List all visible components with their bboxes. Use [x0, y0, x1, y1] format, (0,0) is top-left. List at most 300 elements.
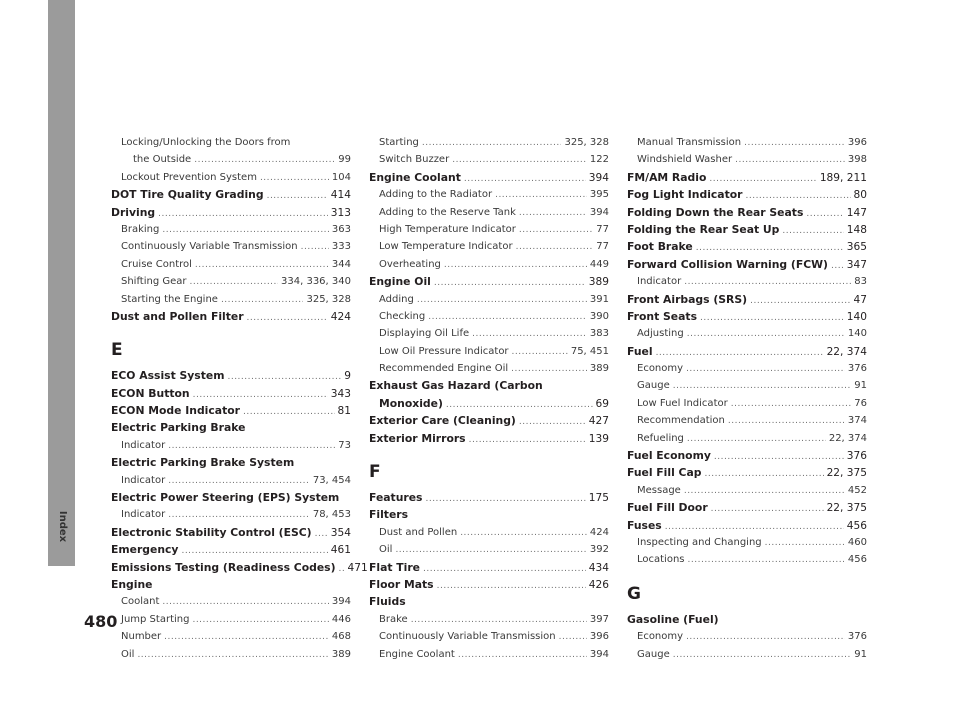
entry-term: Emergency: [111, 543, 179, 557]
dot-leader: [194, 152, 335, 169]
index-subentry: [627, 534, 867, 551]
index-subentry: [627, 134, 867, 151]
dot-leader: [806, 206, 843, 223]
dot-leader: [735, 152, 845, 169]
index-subentry: [111, 134, 351, 151]
index-subentry: [627, 360, 867, 377]
entry-term: Economy: [637, 363, 684, 375]
dot-leader: [411, 612, 587, 629]
index-entry: [627, 499, 867, 516]
index-subentry: [111, 611, 351, 628]
index-entry: [369, 576, 609, 593]
entry-page-ref[interactable]: 365: [846, 241, 867, 254]
index-subentry: [369, 541, 609, 558]
index-subentry: [369, 524, 609, 541]
entry-term: Refueling: [637, 432, 684, 444]
dot-leader: [765, 535, 845, 552]
entry-page-ref[interactable]: 73, 454: [312, 474, 351, 486]
entry-page-ref[interactable]: 333: [331, 241, 351, 253]
entry-page-ref[interactable]: 460: [847, 536, 867, 548]
index-subentry: [111, 506, 351, 523]
index-subentry: [369, 204, 609, 221]
entry-page-ref[interactable]: 76: [854, 397, 867, 409]
index-entry: [111, 385, 351, 402]
index-subentry: [369, 611, 609, 628]
dot-leader: [247, 310, 328, 327]
entry-term: Foot Brake: [627, 240, 693, 254]
dot-leader: [425, 491, 585, 508]
entry-term: Indicator: [121, 439, 166, 451]
entry-term: Monoxide): [379, 396, 443, 410]
entry-page-ref[interactable]: 376: [847, 363, 867, 375]
dot-leader: [243, 404, 335, 421]
dot-leader: [192, 612, 328, 629]
index-entry: [111, 367, 351, 384]
index-entry: [369, 430, 609, 447]
index-entry: [369, 377, 609, 394]
index-subentry: [111, 151, 351, 168]
entry-page-ref[interactable]: 81: [337, 405, 351, 418]
entry-term: Low Temperature Indicator: [379, 241, 513, 253]
dot-leader: [700, 310, 844, 327]
index-entry: [111, 308, 351, 325]
index-entry: [111, 559, 368, 576]
index-subentry: [111, 472, 351, 489]
index-subentry: [369, 238, 609, 255]
index-subentry: [111, 291, 351, 308]
dot-leader: [301, 239, 329, 256]
index-entry: [369, 559, 609, 576]
entry-page-ref[interactable]: 452: [847, 484, 867, 496]
entry-page-ref[interactable]: 427: [588, 415, 609, 428]
entry-page-ref[interactable]: 394: [588, 171, 609, 184]
index-entry: [369, 395, 609, 412]
index-entry: [627, 256, 867, 273]
dot-leader: [190, 274, 279, 291]
entry-term: Emissions Testing (Readiness Codes): [111, 560, 336, 574]
entry-page-ref[interactable]: 91: [854, 648, 867, 660]
entry-term: Indicator: [637, 276, 682, 288]
entry-term: Features: [369, 491, 423, 505]
index-column-3: [627, 134, 867, 663]
entry-term: Electronic Stability Control (ESC): [111, 525, 312, 539]
index-subentry: [369, 291, 609, 308]
entry-page-ref[interactable]: 147: [846, 206, 867, 219]
entry-page-ref[interactable]: 392: [589, 544, 609, 556]
entry-page-ref[interactable]: 99: [338, 154, 351, 166]
entry-term: Low Oil Pressure Indicator: [379, 345, 509, 357]
dot-leader: [687, 431, 826, 448]
index-subentry: [369, 151, 609, 168]
dot-leader: [684, 483, 845, 500]
entry-term: Dust and Pollen: [379, 526, 458, 538]
entry-term: Shifting Gear: [121, 276, 187, 288]
entry-term: Flat Tire: [369, 560, 420, 574]
dot-leader: [422, 135, 562, 152]
dot-leader: [162, 594, 329, 611]
entry-page-ref[interactable]: 374: [847, 415, 867, 427]
entry-term: Oil: [121, 648, 135, 660]
dot-leader: [519, 205, 587, 222]
entry-page-ref[interactable]: 189, 211: [819, 171, 867, 184]
entry-term: Locations: [637, 554, 685, 566]
entry-term: Starting the Engine: [121, 293, 218, 305]
entry-term: Floor Mats: [369, 577, 434, 591]
entry-term: Filters: [369, 508, 409, 522]
entry-term: Fuel: [627, 344, 653, 358]
entry-term: Fuses: [627, 518, 662, 532]
entry-page-ref[interactable]: 389: [331, 648, 351, 660]
dot-leader: [339, 561, 345, 578]
index-subentry: [111, 273, 351, 290]
dot-leader: [164, 629, 329, 646]
entry-page-ref[interactable]: 75, 451: [570, 345, 609, 357]
index-entry: [627, 517, 867, 534]
dot-leader: [687, 326, 845, 343]
entry-page-ref[interactable]: 80: [853, 189, 867, 202]
index-subentry: [627, 628, 867, 645]
dot-leader: [511, 361, 587, 378]
dot-leader: [137, 647, 328, 664]
index-subentry: [369, 186, 609, 203]
entry-page-ref[interactable]: 47: [853, 293, 867, 306]
index-subentry: [369, 360, 609, 377]
entry-term: Adding: [379, 293, 414, 305]
entry-term: Exterior Care (Cleaning): [369, 414, 516, 428]
index-subentry: [369, 134, 609, 151]
dot-leader: [686, 361, 845, 378]
dot-leader: [460, 525, 587, 542]
index-entry: [627, 169, 867, 186]
entry-page-ref[interactable]: 325, 328: [306, 293, 351, 305]
index-entry: [111, 186, 351, 203]
entry-term: High Temperature Indicator: [379, 223, 516, 235]
entry-page-ref[interactable]: 78, 453: [312, 509, 351, 521]
index-subentry: [627, 646, 867, 663]
entry-term: Driving: [111, 205, 156, 219]
dot-leader: [227, 369, 341, 386]
dot-leader: [704, 466, 823, 483]
index-entry: [627, 464, 867, 481]
entry-term: Engine Coolant: [379, 648, 455, 660]
index-subentry: [111, 593, 351, 610]
entry-term: Starting: [379, 137, 419, 148]
dot-leader: [495, 187, 587, 204]
entry-term: Continuously Variable Transmission: [121, 241, 298, 253]
entry-page-ref[interactable]: 426: [588, 578, 609, 591]
index-column-2: [369, 134, 609, 663]
entry-page-ref[interactable]: 363: [331, 223, 351, 235]
entry-term: Fuel Fill Door: [627, 501, 708, 515]
entry-page-ref[interactable]: 140: [846, 310, 867, 323]
dot-leader: [417, 292, 587, 309]
entry-page-ref[interactable]: 456: [846, 519, 867, 532]
entry-page-ref[interactable]: 22, 374: [826, 345, 867, 358]
entry-page-ref[interactable]: 434: [588, 561, 609, 574]
entry-term: Brake: [379, 613, 408, 625]
dot-leader: [469, 432, 586, 449]
entry-page-ref[interactable]: 395: [589, 189, 609, 201]
entry-page-ref[interactable]: 313: [330, 206, 351, 219]
entry-page-ref[interactable]: 9: [344, 370, 351, 383]
entry-term: Engine Oil: [369, 275, 431, 289]
dot-leader: [158, 206, 328, 223]
entry-term: Fuel Economy: [627, 449, 711, 463]
entry-page-ref[interactable]: 390: [589, 310, 609, 322]
entry-term: Economy: [637, 631, 684, 643]
entry-page-ref[interactable]: 69: [595, 397, 609, 410]
entry-term: Message: [637, 484, 681, 496]
index-subentry: [627, 430, 867, 447]
entry-page-ref[interactable]: 394: [331, 596, 351, 608]
entry-term: Electric Power Steering (EPS) System: [111, 491, 340, 505]
entry-page-ref[interactable]: 83: [854, 276, 867, 288]
index-subentry: [369, 628, 609, 645]
entry-term: Displaying Oil Life: [379, 328, 470, 340]
dot-leader: [782, 223, 843, 240]
dot-leader: [688, 552, 845, 569]
entry-page-ref[interactable]: 73: [338, 439, 351, 451]
entry-term: Jump Starting: [121, 613, 190, 625]
entry-page-ref[interactable]: 22, 374: [828, 432, 867, 444]
dot-leader: [472, 326, 587, 343]
entry-page-ref[interactable]: 344: [331, 258, 351, 270]
entry-page-ref[interactable]: 175: [588, 492, 609, 505]
entry-term: Windshield Washer: [637, 154, 733, 166]
entry-term: Inspecting and Changing: [637, 536, 762, 548]
dot-leader: [452, 152, 587, 169]
index-entry: [627, 186, 867, 203]
dot-leader: [315, 526, 328, 543]
dot-leader: [684, 274, 851, 291]
dot-leader: [519, 222, 593, 239]
entry-page-ref[interactable]: 139: [588, 432, 609, 445]
entry-term: Recommended Engine Oil: [379, 363, 509, 375]
entry-term: Oil: [379, 544, 393, 556]
index-entry: [627, 308, 867, 325]
entry-term: Front Airbags (SRS): [627, 292, 748, 306]
index-subentry: [111, 628, 351, 645]
index-subentry: [369, 308, 609, 325]
entry-page-ref[interactable]: 376: [847, 631, 867, 643]
entry-term: Lockout Prevention System: [121, 171, 257, 183]
dot-leader: [728, 413, 845, 430]
index-entry: [111, 524, 351, 541]
entry-term: Gasoline (Fuel): [627, 612, 719, 626]
entry-page-ref[interactable]: 389: [588, 276, 609, 289]
entry-term: Adding to the Reserve Tank: [379, 206, 516, 218]
dot-leader: [423, 561, 586, 578]
entry-page-ref[interactable]: 77: [596, 241, 609, 253]
index-subentry: [369, 343, 609, 360]
entry-page-ref[interactable]: 397: [589, 613, 609, 625]
dot-leader: [673, 378, 852, 395]
index-subentry: [627, 551, 867, 568]
index-entry: [627, 447, 867, 464]
entry-page-ref[interactable]: 424: [330, 310, 351, 323]
entry-page-ref[interactable]: 456: [847, 554, 867, 566]
entry-page-ref[interactable]: 91: [854, 380, 867, 392]
dot-leader: [714, 449, 844, 466]
entry-term: Adding to the Radiator: [379, 189, 493, 201]
index-subentry: [111, 646, 351, 663]
entry-term: Front Seats: [627, 309, 698, 323]
dot-leader: [395, 542, 586, 559]
entry-term: FM/AM Radio: [627, 170, 707, 184]
index-entry: [627, 611, 867, 628]
entry-term: the Outside: [133, 154, 192, 166]
entry-term: Folding the Rear Seat Up: [627, 222, 780, 236]
entry-term: Engine: [111, 577, 153, 591]
index-subentry: [627, 395, 867, 412]
entry-page-ref[interactable]: 77: [596, 223, 609, 235]
index-entry: [369, 489, 609, 506]
entry-page-ref[interactable]: 396: [847, 137, 867, 148]
entry-term: Coolant: [121, 596, 160, 608]
section-letter: G: [627, 583, 641, 604]
dot-leader: [444, 257, 587, 274]
dot-leader: [458, 647, 587, 664]
entry-term: ECON Mode Indicator: [111, 404, 240, 418]
dot-leader: [686, 629, 845, 646]
entry-page-ref[interactable]: 424: [589, 526, 609, 538]
index-entry: [627, 221, 867, 238]
index-entry: [627, 238, 867, 255]
entry-term: Folding Down the Rear Seats: [627, 205, 804, 219]
entry-page-ref[interactable]: 398: [847, 154, 867, 166]
entry-page-ref[interactable]: 383: [589, 328, 609, 340]
entry-page-ref[interactable]: 343: [330, 387, 351, 400]
entry-term: Indicator: [121, 474, 166, 486]
index-subentry: [111, 238, 351, 255]
entry-term: Engine Coolant: [369, 170, 461, 184]
entry-term: Gauge: [637, 380, 670, 392]
index-subentry: [369, 325, 609, 342]
entry-term: Number: [121, 631, 162, 643]
entry-page-ref[interactable]: 394: [589, 648, 609, 660]
dot-leader: [267, 188, 328, 205]
entry-page-ref[interactable]: 22, 375: [826, 502, 867, 515]
section-letter: E: [111, 340, 123, 361]
entry-term: Dust and Pollen Filter: [111, 309, 244, 323]
dot-leader: [168, 473, 310, 490]
index-subentry: [627, 325, 867, 342]
dot-leader: [437, 578, 586, 595]
index-subentry: [627, 273, 867, 290]
entry-page-ref[interactable]: 389: [589, 363, 609, 375]
entry-term: Low Fuel Indicator: [637, 397, 728, 409]
dot-leader: [519, 414, 586, 431]
index-subentry: [369, 221, 609, 238]
index-subentry: [627, 412, 867, 429]
entry-term: Braking: [121, 223, 160, 235]
index-column-1: [111, 134, 368, 663]
dot-leader: [750, 293, 850, 310]
index-subentry: [111, 169, 351, 186]
entry-term: ECO Assist System: [111, 369, 225, 383]
dot-leader: [673, 647, 852, 664]
entry-page-ref[interactable]: 449: [589, 258, 609, 270]
index-subentry: [627, 377, 867, 394]
entry-page-ref[interactable]: 140: [847, 328, 867, 340]
dot-leader: [434, 275, 586, 292]
index-side-tab: [48, 0, 75, 566]
entry-page-ref[interactable]: 471: [347, 561, 368, 574]
entry-page-ref[interactable]: 325, 328: [564, 137, 609, 148]
index-entry: [627, 291, 867, 308]
entry-term: Overheating: [379, 258, 441, 270]
entry-page-ref[interactable]: 391: [589, 293, 609, 305]
entry-term: Continuously Variable Transmission: [379, 631, 556, 643]
entry-page-ref[interactable]: 396: [589, 631, 609, 643]
entry-term: Switch Buzzer: [379, 154, 450, 166]
entry-term: Electric Parking Brake System: [111, 456, 295, 470]
index-subentry: [627, 482, 867, 499]
entry-term: Exhaust Gas Hazard (Carbon: [369, 379, 543, 393]
dot-leader: [731, 396, 852, 413]
entry-page-ref[interactable]: 22, 375: [826, 467, 867, 480]
entry-page-ref[interactable]: 394: [589, 206, 609, 218]
dot-leader: [512, 344, 568, 361]
entry-page-ref[interactable]: 347: [846, 258, 867, 271]
index-entry: [111, 419, 351, 436]
dot-leader: [162, 222, 329, 239]
index-subentry: [111, 221, 351, 238]
dot-leader: [516, 239, 594, 256]
entry-term: ECON Button: [111, 386, 190, 400]
entry-page-ref[interactable]: 446: [331, 613, 351, 625]
entry-page-ref[interactable]: 148: [846, 223, 867, 236]
section-letter: F: [369, 462, 381, 483]
dot-leader: [559, 629, 587, 646]
entry-term: Forward Collision Warning (FCW): [627, 257, 828, 271]
entry-page-ref[interactable]: 376: [846, 450, 867, 463]
entry-page-ref[interactable]: 334, 336, 340: [281, 276, 351, 288]
index-entry: [111, 576, 351, 593]
index-entry: [627, 343, 867, 360]
entry-page-ref[interactable]: 468: [331, 631, 351, 643]
entry-term: Cruise Control: [121, 258, 192, 270]
dot-leader: [195, 257, 329, 274]
index-subentry: [369, 646, 609, 663]
entry-term: Fluids: [369, 595, 406, 609]
index-entry: [369, 169, 609, 186]
entry-page-ref[interactable]: 461: [330, 544, 351, 557]
index-entry: [369, 273, 609, 290]
entry-term: Fuel Fill Cap: [627, 466, 702, 480]
entry-page-ref[interactable]: 104: [331, 171, 351, 183]
dot-leader: [428, 309, 587, 326]
entry-page-ref[interactable]: 122: [589, 154, 609, 166]
page-number: 480: [84, 612, 118, 631]
entry-term: Checking: [379, 310, 426, 322]
entry-term: Recommendation: [637, 415, 725, 427]
entry-term: Electric Parking Brake: [111, 421, 246, 435]
index-entry: [369, 506, 609, 523]
entry-term: Fog Light Indicator: [627, 188, 743, 202]
index-subentry: [111, 256, 351, 273]
entry-page-ref[interactable]: 354: [330, 526, 351, 539]
index-entry: [111, 489, 351, 506]
dot-leader: [168, 507, 310, 524]
entry-term: Locking/Unlocking the Doors from: [121, 137, 291, 148]
dot-leader: [831, 258, 844, 275]
entry-term: DOT Tire Quality Grading: [111, 188, 264, 202]
dot-leader: [221, 292, 304, 309]
entry-page-ref[interactable]: 414: [330, 189, 351, 202]
index-entry: [369, 412, 609, 429]
index-subentry: [627, 151, 867, 168]
